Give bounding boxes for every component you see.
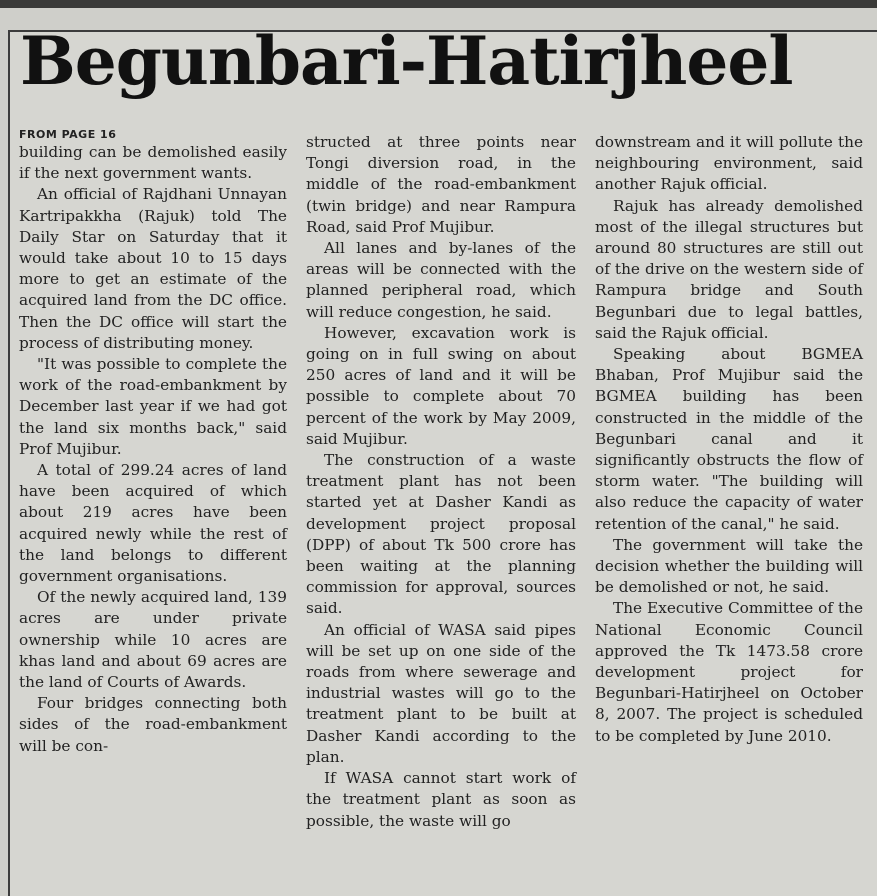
- paragraph: However, excavation work is going on in full swing on about 250 acres of land and it will be possible to complete about 70 percent of the work by May 2009, said Mujibur.: [306, 323, 576, 448]
- paragraph: The construction of a waste treatment plant has not been started yet at Dasher Kandi as development project proposal (DPP) of about Tk 500 crore has been waiting at the planning commission for approval, sources said.: [306, 451, 576, 618]
- paragraph: building can be demolished easily if the next government wants.: [19, 143, 287, 183]
- article-column-2: [306, 132, 576, 832]
- article-column-3: [595, 132, 863, 747]
- paragraph: "It was possible to complete the work of the road-embankment by December last year if we had got the land six months back," said Prof Mujibur.: [19, 355, 287, 458]
- paragraph: The government will take the decision whether the building will be demolished or not, he said.: [595, 535, 863, 597]
- top-edge-shadow: [0, 0, 877, 8]
- paragraph: An official of Rajdhani Unnayan Kartripakkha (Rajuk) told The Daily Star on Saturday that it would take about 10 to 15 days more to get an estimate of the acquired land from the DC office. Then the DC office will start the process of distributing money.: [19, 185, 287, 352]
- paragraph: A total of 299.24 acres of land have been acquired of which about 219 acres have been acquired newly while the rest of the land belongs to different government organisations.: [19, 461, 287, 586]
- paragraph: Rajuk has already demolished most of the illegal structures but around 80 structures are still out of the drive on the western side of Rampura bridge and South Begunbari due to legal battles, said the Rajuk official.: [595, 196, 863, 342]
- paragraph: All lanes and by-lanes of the areas will be connected with the planned peripheral road, which will reduce congestion, he said.: [306, 239, 576, 321]
- continuation-kicker: FROM PAGE 16: [19, 128, 117, 141]
- paragraph: If WASA cannot start work of the treatment plant as soon as possible, the waste will go: [306, 769, 576, 830]
- paragraph: Speaking about BGMEA Bhaban, Prof Mujibur said the BGMEA building has been constructed in the middle of the Begunbari canal and it significantly obstructs the flow of storm water. "The building will also reduce the capacity of water retention of the canal," he said.: [595, 345, 863, 533]
- paragraph: An official of WASA said pipes will be set up on one side of the roads from where sewerage and industrial wastes will go to the treatment plant to be built at Dasher Kandi according to the plan.: [306, 620, 576, 766]
- paragraph: Of the newly acquired land, 139 acres are under private ownership while 10 acres are khas land and about 69 acres are the land of Courts of Awards.: [19, 588, 287, 692]
- paragraph: The Executive Committee of the National Economic Council approved the Tk 1473.58 crore development project for Begunbari-Hatirjheel on October 8, 2007. The project is scheduled to be completed by June 2010.: [595, 599, 863, 745]
- paragraph: structed at three points near Tongi diversion road, in the middle of the road-embankment (twin bridge) and near Rampura Road, said Prof Mujibur.: [306, 133, 576, 236]
- article-column-1: [19, 128, 287, 757]
- paragraph: Four bridges connecting both sides of the road-embankment will be con-: [19, 694, 287, 755]
- paragraph: downstream and it will pollute the neighbouring environment, said another Rajuk official.: [595, 133, 863, 194]
- article-headline: Begunbari-Hatirjheel: [20, 22, 793, 100]
